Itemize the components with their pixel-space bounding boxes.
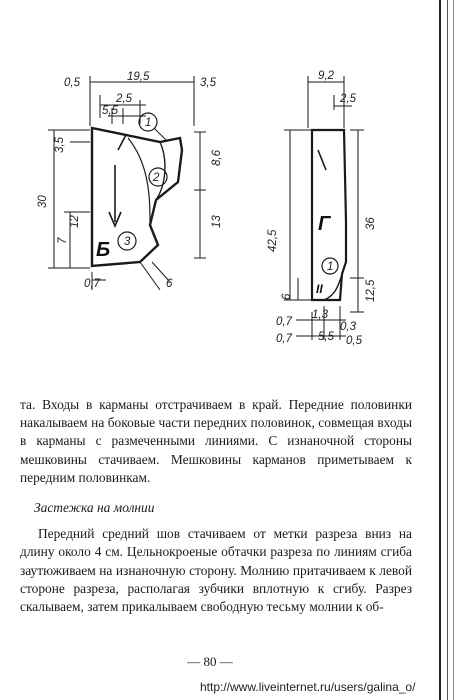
source-url: http://www.liveinternet.ru/users/galina_o/: [200, 680, 416, 694]
paragraph: Передний средний шов стачиваем от метки разреза вниз на длину около 4 см. Цельнокроеные обтачки разреза по линиям сгиба заутюживаем на изнаночную сторону. Молнию притачиваем к левой стороне разреза, располагая зубчики вплотную к сгибу. Разрез скалываем, затем прикалываем свободную тесьму молнии к об-: [20, 526, 412, 615]
dim-label: 0,5: [64, 77, 80, 89]
dim-label: 2,5: [340, 93, 356, 105]
pocket-pattern-left: [48, 76, 206, 290]
dim-label: 2,5: [116, 93, 132, 105]
dim-label: 13: [211, 215, 223, 228]
dim-label: 7: [57, 237, 69, 244]
dim-label: 9,2: [318, 70, 334, 82]
circle-label: 3: [124, 236, 131, 248]
dim-label: 1,3: [312, 309, 328, 321]
right-figure-labels: [267, 70, 377, 347]
left-figure-labels: [37, 71, 223, 290]
circle-label: 2: [153, 172, 160, 184]
dim-label: 5,5: [102, 105, 118, 117]
subheading: Застежка на молнии: [34, 500, 155, 516]
dim-label: 6: [166, 278, 173, 290]
dim-label: 0,7: [84, 278, 100, 290]
dim-label: 12: [69, 215, 81, 228]
dim-label: 42,5: [267, 229, 279, 252]
dim-label: 5,5: [318, 331, 334, 343]
dim-label: 8,6: [211, 150, 223, 166]
label-sub: II: [316, 282, 323, 296]
dim-label: 0,7: [276, 316, 292, 328]
circle-label: 1: [145, 117, 152, 129]
dim-label: 0,3: [340, 321, 356, 333]
book-page-edge: [425, 0, 465, 700]
page-number: — 80 —: [187, 654, 233, 669]
circle-label: 1: [327, 261, 334, 273]
facing-pattern-right: [284, 76, 364, 340]
label-piece-b: Б: [96, 239, 111, 261]
dim-label: 30: [37, 195, 49, 208]
dim-label: 36: [365, 217, 377, 230]
dim-label: 3,5: [200, 77, 216, 89]
pattern-drawings: [0, 0, 420, 360]
label-piece-g: Г: [318, 213, 331, 235]
dim-label: 3,5: [54, 137, 66, 153]
dim-label: 0,7: [276, 333, 292, 345]
dim-label: 6: [281, 293, 293, 300]
dim-label: 19,5: [127, 71, 150, 83]
dim-label: 12,5: [365, 279, 377, 302]
paragraph: та. Входы в карманы отстрачиваем в край. Передние половинки накалываем на боковые части передних половинок, совмещая входы в карманы с размеченными линиями. С изнаночной стороны мешковины стачиваем. Мешковины карманов приметываем к передним половинкам.: [20, 397, 412, 485]
dim-label: 0,5: [346, 335, 362, 347]
body-text: [20, 396, 412, 616]
